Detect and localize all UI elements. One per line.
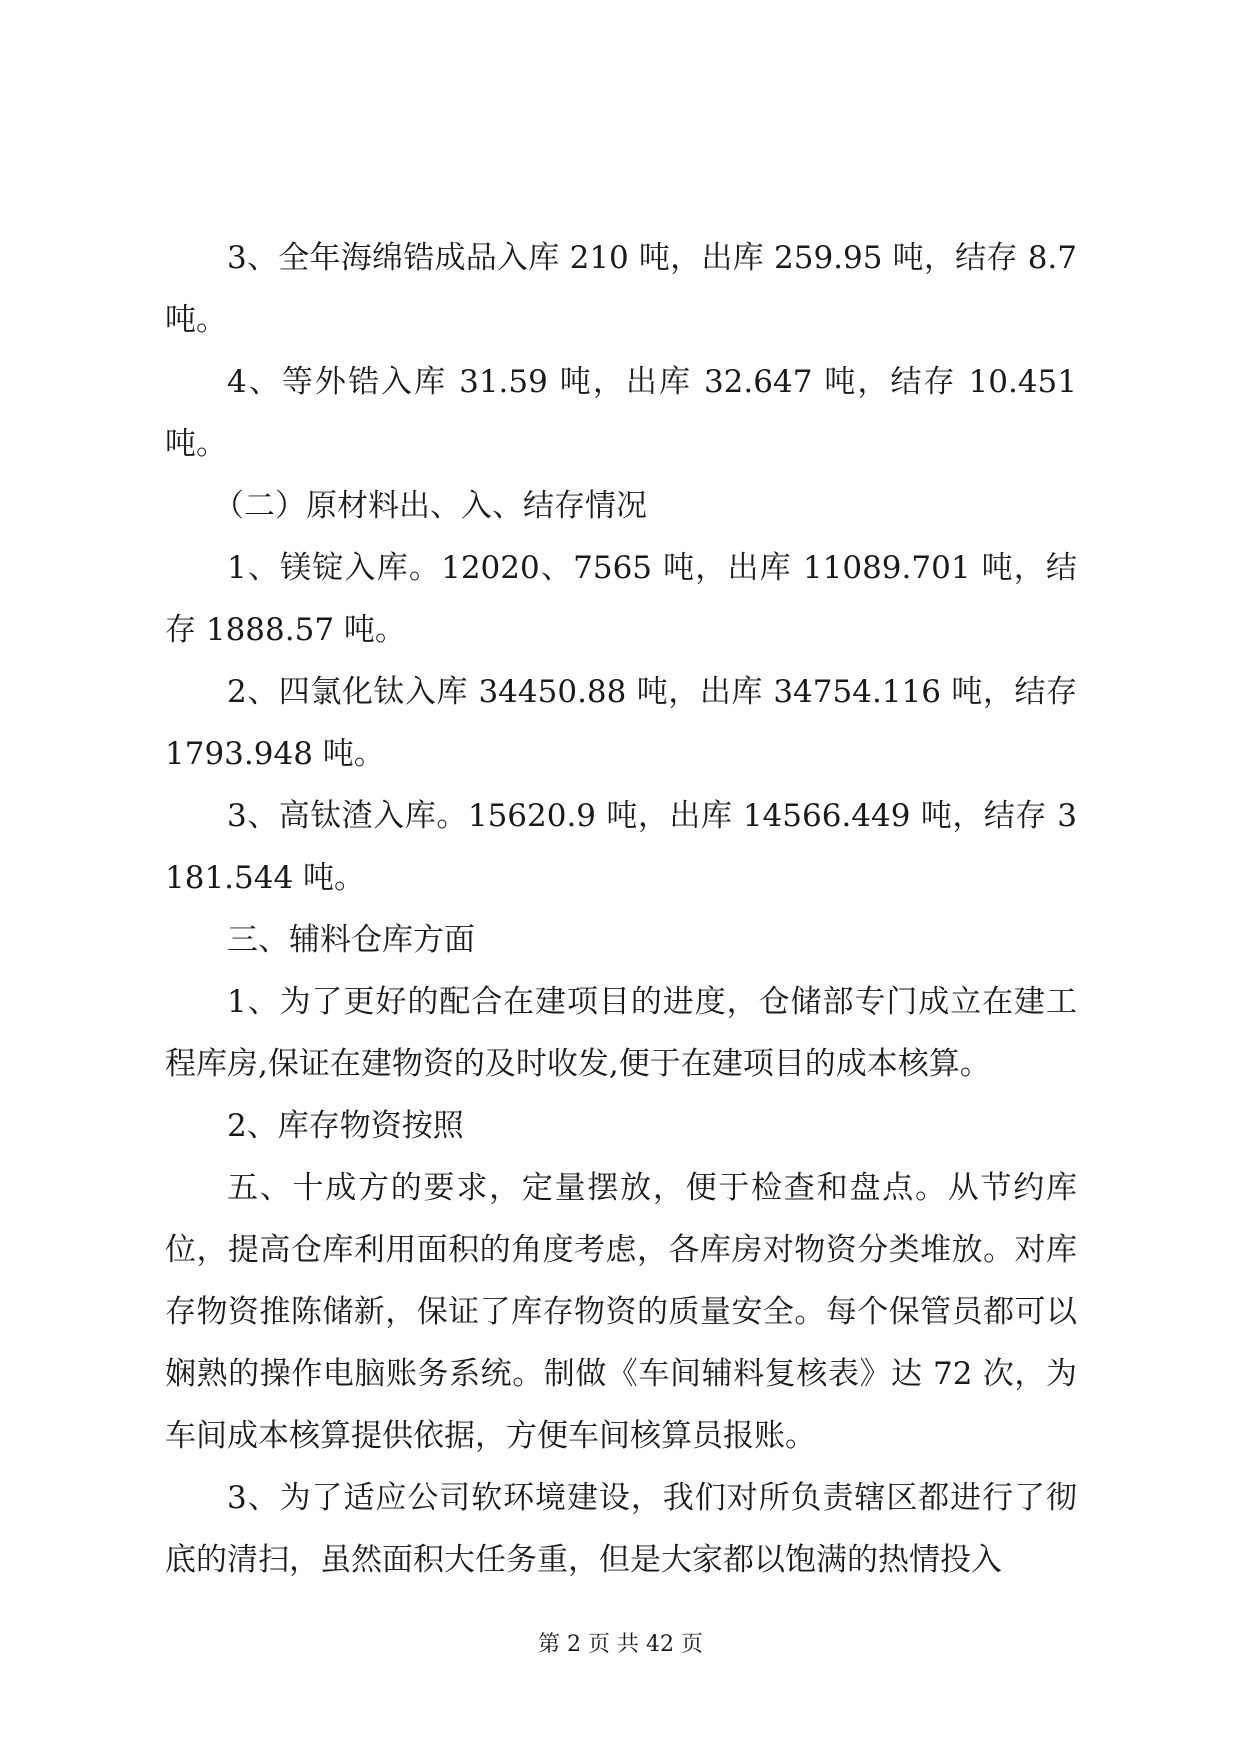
- paragraph-inventory-items: 2、库存物资按照: [227, 1108, 464, 1144]
- page-number-footer: 第 2 页 共 42 页: [538, 1632, 703, 1657]
- paragraph-sponge-zirconium: 3、全年海绵锆成品入库 210 吨，出库 259.95 吨，结存 8.7 吨。: [165, 240, 1077, 338]
- paragraph-high-titanium-slag: 3、高钛渣入库。15620.9 吨，出库 14566.449 吨，结存 3181.544 吨。: [165, 798, 1077, 896]
- section-heading-auxiliary-warehouse: 三、辅料仓库方面: [227, 922, 475, 958]
- paragraph-substandard-zirconium: 4、等外锆入库 31.59 吨，出库 32.647 吨，结存 10.451 吨。: [165, 364, 1077, 462]
- document-body: [165, 227, 1077, 1591]
- section-heading-raw-materials: （二）原材料出、入、结存情况: [213, 488, 647, 524]
- paragraph-placement-requirements: 五、十成方的要求，定量摆放，便于检查和盘点。从节约库位，提高仓库利用面积的角度考虑，各库房对物资分类堆放。对库存物资推陈储新，保证了库存物资的质量安全。每个保管员都可以娴熟的操作电脑账务系统。制做《车间辅料复核表》达 72 次，为车间成本核算提供依据，方便车间核算员报账。: [165, 1170, 1077, 1454]
- paragraph-construction-storeroom: 1、为了更好的配合在建项目的进度，仓储部专门成立在建工程库房,保证在建物资的及时收发,便于在建项目的成本核算。: [165, 984, 1077, 1082]
- paragraph-titanium-tetrachloride: 2、四氯化钛入库 34450.88 吨，出库 34754.116 吨，结存 1793.948 吨。: [165, 674, 1077, 772]
- paragraph-cleaning: 3、为了适应公司软环境建设，我们对所负责辖区都进行了彻底的清扫，虽然面积大任务重，但是大家都以饱满的热情投入: [165, 1480, 1077, 1578]
- paragraph-magnesium-ingot: 1、镁锭入库。12020、7565 吨，出库 11089.701 吨，结存 1888.57 吨。: [165, 550, 1077, 648]
